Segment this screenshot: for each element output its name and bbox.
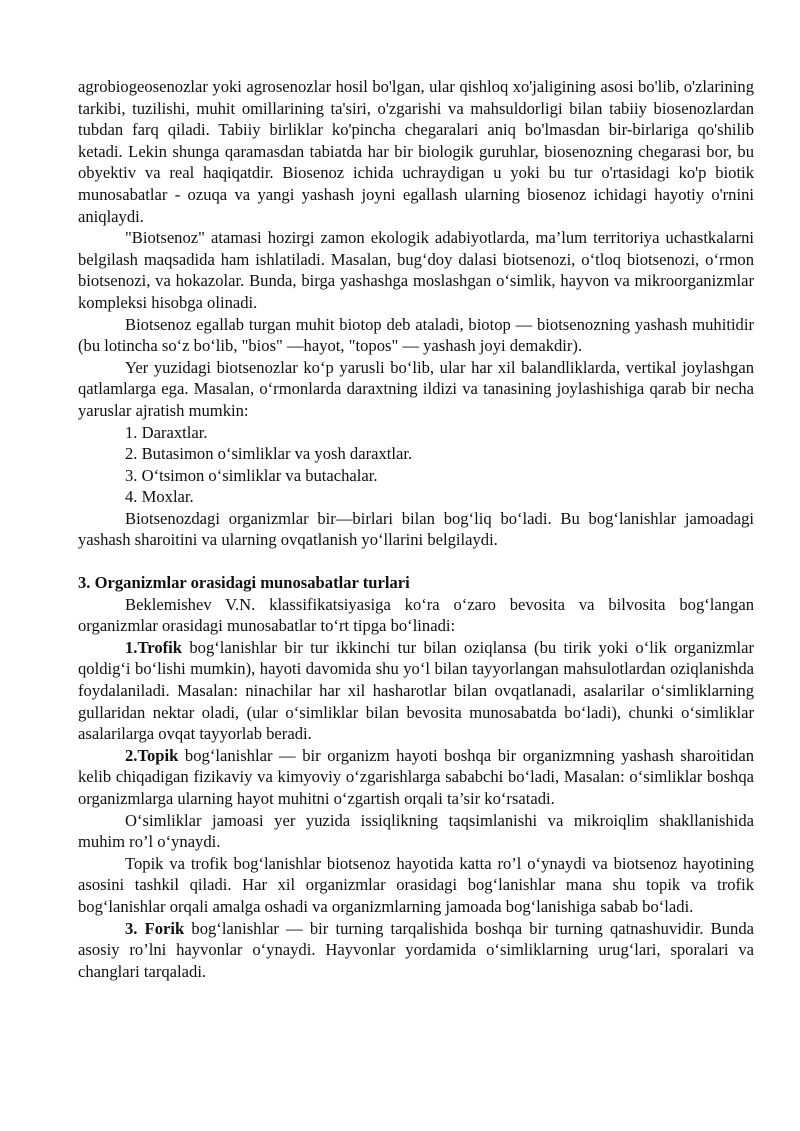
paragraph-biotop: Biotsenoz egallab turgan muhit biotop deb ataladi, biotop — biotsenozning yashash muhitidir (bu lotincha so‘z bo‘lib, "bios" —hayot, "topos" — yashash joyi demakdir). — [78, 314, 754, 356]
list-item: 4. Moxlar. — [125, 487, 194, 507]
term-topik: 2.Topik — [125, 745, 179, 765]
paragraph-agrobiogeosenoz: agrobiogeosenozlar yoki agrosenozlar hosil bo'lgan, ular qishloq xo'jaligining asosi bo'lib, o'zlarining tarkibi, tuzilishi, muhit omillarining ta'siri, o'zgarishi va mahsuldorligi bilan tabiiy biosenozlardan tubdan farq qiladi. Tabiiy birliklar ko'pincha chegaralari aniq bo'lmasdan bir-birlariga qo'shilib ketadi. Lekin shunga qaramasdan tabiatda har bir biologik guruhlar, biosenozning chegarasi bor, bu obyektiv va real haqiqatdir. Biosenoz ichida uchraydigan u yoki bu tur o'rtasidagi ko'p biotik munosabatlar - ozuqa va yangi yashash joyni egallash ularning biosenoz ichidagi hayotiy o'rnini aniqlaydi. — [78, 77, 754, 226]
term-forik: 3. Forik — [125, 918, 185, 938]
trofik-text: bog‘lanishlar bir tur ikkinchi tur bilan oziqlansa (bu tirik yoki o‘lik organizmlar qoldig‘i bo‘lishi mumkin), hayoti davomida shu yo‘l bilan tayyorlangan mahsulotlardan oziqlanishda foydalaniladi. Masalan: ninachilar har xil hasharotlar bilan ovqatlanadi, asalarilar o‘simliklarning gullaridan nektar oladi, (ular o‘simliklar bilan bevosita munosabatda bo‘ladi), chunki o‘simliklar asalarilarga ovqat tayyorlab beradi. — [78, 637, 754, 744]
paragraph-topik-trofik: Topik va trofik bog‘lanishlar biotsenoz hayotida katta ro’l o‘ynaydi va biotsenoz hayotining asosini tashkil qiladi. Har xil organizmlar orasidagi bog‘lanishlar mana shu topik va trofik bog‘lanishlar orqali amalga oshadi va organizmlarning jamoada bog‘lanishiga sabab bo‘ladi. — [78, 853, 754, 916]
document-page — [78, 76, 754, 982]
topik-text: bog‘lanishlar — bir organizm hayoti boshqa bir organizmning yashash sharoitidan kelib chiqadigan fizikaviy va kimyoviy o‘zgarishlarga sababchi bo‘ladi, Masalan: o‘simliklar boshqa organizmlarga ularning hayot muhitni o‘zgartish orqali ta’sir ko‘rsatadi. — [78, 745, 754, 808]
paragraph-biotsenoz-term: "Biotsenoz" atamasi hozirgi zamon ekologik adabiyotlarda, ma’lum territoriya uchastkalarni belgilash maqsadida ham ishlatiladi. Masalan, bug‘doy dalasi biotsenozi, o‘tloq biotsenozi, o‘rmon biotsenozi, va hokazolar. Bunda, birga yashashga moslashgan o‘simlik, hayvon va mikroorganizmlar kompleksi hisobga olinadi. — [78, 228, 754, 312]
list-item: 3. O‘tsimon o‘simliklar va butachalar. — [125, 465, 378, 485]
paragraph-osimliklar-jamoasi: O‘simliklar jamoasi yer yuzida issiqlikning taqsimlanishi va mikroiqlim shakllanishida muhim ro’l o‘ynaydi. — [78, 810, 754, 852]
list-item: 1. Daraxtlar. — [125, 422, 208, 442]
paragraph-boglanish: Biotsenozdagi organizmlar bir—birlari bilan bog‘liq bo‘ladi. Bu bog‘lanishlar jamoadagi yashash sharoitini va ularning ovqatlanish yo‘llarini belgilaydi. — [78, 508, 754, 550]
paragraph-topik — [78, 745, 754, 810]
list-item: 2. Butasimon o‘simliklar va yosh daraxtlar. — [125, 444, 413, 464]
forik-text: bog‘lanishlar — bir turning tarqalishida boshqa bir turning qatnashuvidir. Bunda asosiy ro’lni hayvonlar o‘ynaydi. Hayvonlar yordamida o‘simliklarning urug‘lari, sporalari va changlari tarqaladi. — [78, 918, 755, 981]
term-trofik: 1.Trofik — [125, 637, 183, 657]
paragraph-forik — [78, 918, 754, 983]
paragraph-beklemishev: Beklemishev V.N. klassifikatsiyasiga ko‘ra o‘zaro bevosita va bilvosita bog‘langan organizmlar orasidagi munosabatlar to‘rt tipga bo‘linadi: — [78, 594, 754, 636]
paragraph-trofik — [78, 637, 754, 745]
section-heading: 3. Organizmlar orasidagi munosabatlar turlari — [78, 573, 410, 593]
paragraph-yarus: Yer yuzidagi biotsenozlar ko‘p yarusli bo‘lib, ular har xil balandliklarda, vertikal joylashgan qatlamlarga ega. Masalan, o‘rmonlarda daraxtning ildizi va tanasining joylashishiga qarab bir necha yaruslar ajratish mumkin: — [78, 357, 754, 420]
